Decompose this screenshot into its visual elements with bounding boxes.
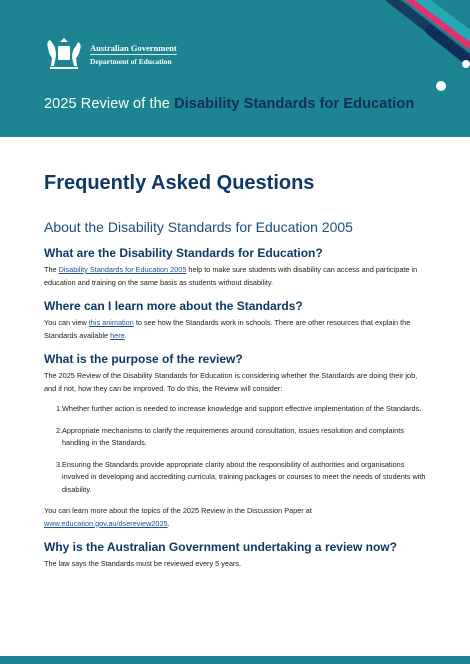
page-title: Frequently Asked Questions bbox=[44, 172, 315, 194]
q1-post: help to make sure students with disability can access and participate in education and training on the same basis as students without disability. bbox=[44, 265, 418, 287]
question-4-answer: The law says the Standards must be reviewed every 5 years. bbox=[44, 559, 242, 568]
question-3-outro bbox=[44, 505, 429, 530]
header-banner bbox=[0, 0, 470, 137]
footer-bar bbox=[0, 656, 470, 664]
gov-line-1: Australian Government bbox=[90, 43, 177, 53]
coat-of-arms-icon bbox=[44, 38, 84, 72]
review-title bbox=[44, 96, 414, 112]
question-1-title: What are the Disability Standards for Education? bbox=[44, 246, 323, 260]
q1-pre: The bbox=[44, 265, 57, 274]
list-item-text: Ensuring the Standards provide appropriate clarity about the responsibility of authorities and organisations involved in developing and accrediting curricula, training packages or courses to meet the needs of students with disability. bbox=[62, 459, 426, 494]
question-1-answer bbox=[44, 264, 429, 289]
list-item-number: 2. bbox=[56, 425, 63, 435]
list-item-number: 1. bbox=[56, 404, 63, 413]
question-2-title: Where can I learn more about the Standards? bbox=[44, 299, 303, 313]
list-item bbox=[44, 403, 429, 416]
dse-review-link[interactable]: www.education.gov.au/dsereview2025 bbox=[44, 518, 168, 528]
q2-end: . bbox=[124, 330, 127, 340]
list-item bbox=[44, 425, 429, 450]
list-item-text: Appropriate mechanisms to clarify the requirements around consultation, issues resolution and complaints handling in the Standards. bbox=[62, 425, 404, 447]
review-considerations-list bbox=[44, 403, 429, 496]
deco-dot bbox=[436, 81, 446, 91]
q3-outro-text: You can learn more about the topics of the 2025 Review in the Discussion Paper at bbox=[44, 506, 312, 515]
question-2-answer bbox=[44, 317, 429, 342]
government-logo bbox=[44, 38, 177, 72]
section-title: About the Disability Standards for Education 2005 bbox=[44, 219, 353, 235]
list-item-number: 3. bbox=[56, 459, 63, 469]
deco-dot bbox=[462, 60, 470, 68]
question-3-intro: The 2025 Review of the Disability Standards for Education is considering whether the Standards are doing their job, and if not, how they can be improved. To do this, the Review will consider: bbox=[44, 371, 418, 393]
review-title-highlight: Disability Standards for Education bbox=[174, 96, 415, 112]
q3-outro-end: . bbox=[167, 518, 170, 528]
main-content bbox=[44, 170, 429, 571]
animation-link[interactable]: this animation bbox=[88, 318, 134, 327]
gov-line-2: Department of Education bbox=[90, 54, 177, 68]
question-3-title: What is the purpose of the review? bbox=[44, 352, 243, 366]
question-4-title: Why is the Australian Government undertaking a review now? bbox=[44, 540, 397, 554]
q2-pre: You can view bbox=[44, 318, 87, 327]
q2-mid: to see how the Standards work in schools. There are other resources that explain the Standards available bbox=[44, 318, 411, 340]
list-item-text: Whether further action is needed to increase knowledge and support effective implementation of the Standards. bbox=[62, 404, 422, 413]
list-item bbox=[44, 459, 429, 497]
standards-link[interactable]: Disability Standards for Education 2005 bbox=[58, 265, 187, 274]
review-title-prefix: 2025 Review of the bbox=[44, 96, 170, 112]
resources-link[interactable]: here bbox=[110, 330, 125, 340]
